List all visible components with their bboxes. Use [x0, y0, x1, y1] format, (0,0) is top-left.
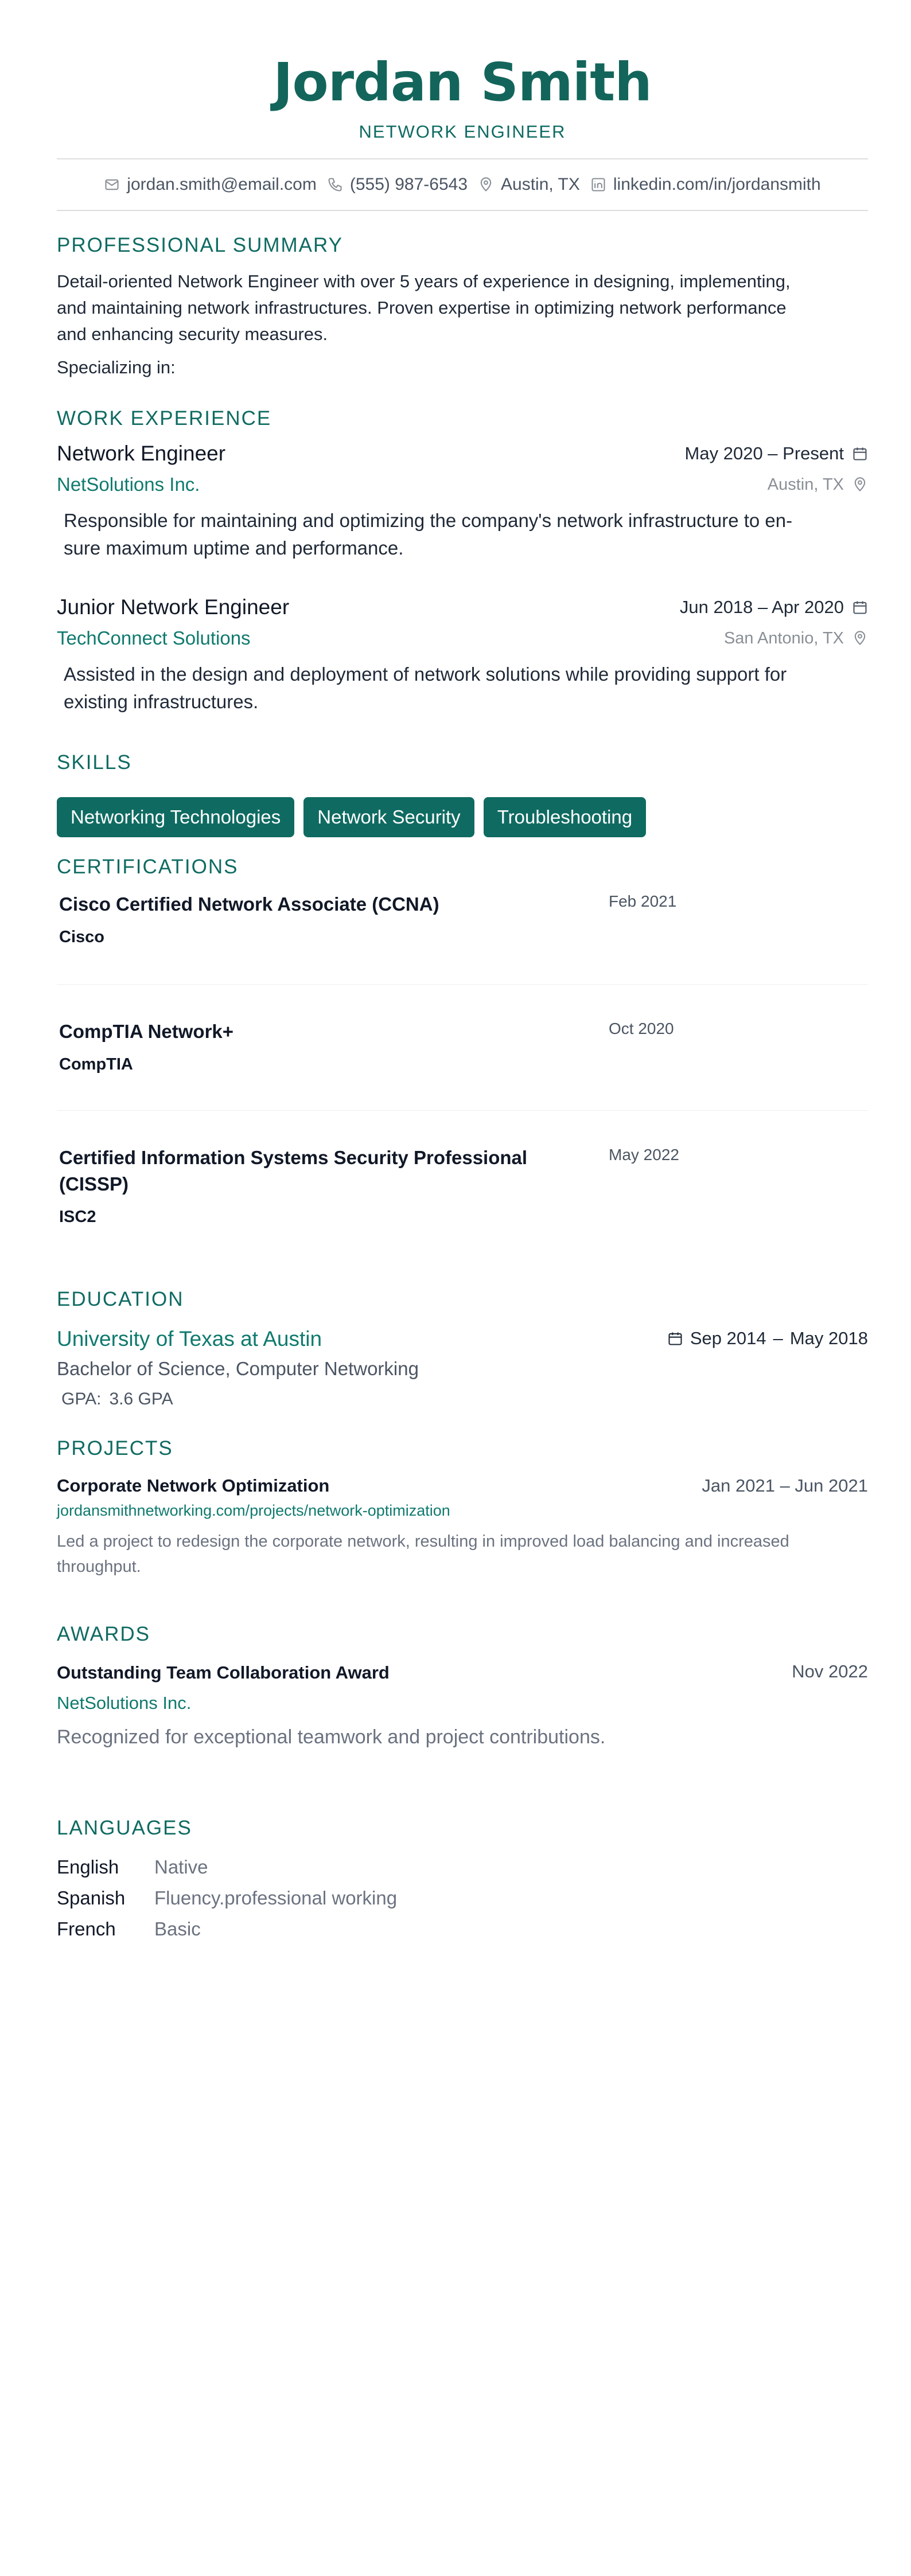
header-top-divider — [57, 158, 868, 159]
language-name: English — [57, 1856, 119, 1878]
job-description-line: sure maximum uptime and performance. — [64, 537, 404, 559]
job-description-line: Responsible for maintaining and optimizing the company's network infrastructure to en- — [64, 510, 793, 531]
project-dates: Jan 2021 – Jun 2021 — [702, 1476, 868, 1496]
education-gpa-value: 3.6 GPA — [109, 1390, 173, 1408]
language-name: Spanish — [57, 1887, 126, 1908]
job-description — [64, 507, 867, 562]
certification-date: Feb 2021 — [609, 892, 677, 910]
certification-issuer: CompTIA — [59, 1055, 133, 1074]
skills-list — [57, 797, 646, 837]
contact-phone-text: (555) 987-6543 — [349, 175, 468, 194]
contact-linkedin-text: linkedin.com/in/jordansmith — [613, 175, 821, 194]
job-location-text: San Antonio, TX — [723, 629, 844, 647]
contact-phone[interactable] — [327, 175, 468, 194]
certification-issuer: Cisco — [59, 928, 104, 946]
job-role: Network Engineer — [57, 442, 226, 465]
language-name: French — [57, 1918, 116, 1939]
project-link[interactable]: jordansmithnetworking.com/projects/network-optimization — [57, 1502, 450, 1519]
project-description — [57, 1529, 868, 1579]
job-description-line: existing infrastructures. — [64, 691, 259, 712]
header-bottom-divider — [57, 210, 868, 211]
calendar-icon — [667, 1330, 683, 1346]
job-dates — [680, 594, 868, 620]
job-dates-text: Jun 2018 – Apr 2020 — [679, 597, 844, 617]
job-location — [768, 473, 868, 497]
map-pin-icon — [852, 477, 868, 493]
certification-name: Cisco Certified Network Associate (CCNA) — [59, 893, 439, 915]
certification-date: May 2022 — [609, 1146, 679, 1164]
contact-location-text: Austin, TX — [501, 175, 580, 194]
language-row — [57, 1917, 201, 1942]
education-start: Sep 2014 — [690, 1328, 766, 1348]
map-pin-icon — [852, 630, 868, 646]
education-gpa-label: GPA: — [61, 1390, 102, 1408]
summary-text — [57, 268, 868, 348]
project-description-line: throughput. — [57, 1558, 141, 1576]
education-school: University of Texas at Austin — [57, 1327, 322, 1351]
summary-heading: PROFESSIONAL SUMMARY — [57, 234, 343, 256]
job-role: Junior Network Engineer — [57, 595, 290, 619]
certification-item — [59, 891, 610, 949]
language-level: Basic — [154, 1918, 201, 1939]
certification-item — [59, 1145, 610, 1228]
language-row — [57, 1855, 208, 1880]
skill-chip: Troubleshooting — [484, 797, 646, 837]
contact-bar — [57, 175, 868, 194]
calendar-icon — [852, 599, 868, 615]
contact-email-text: jordan.smith@email.com — [127, 175, 317, 194]
language-row — [57, 1886, 397, 1911]
certification-name: CompTIA Network+ — [59, 1021, 234, 1042]
project-description-line: Led a project to redesign the corporate network, resulting in improved load balancing and increased — [57, 1532, 789, 1551]
certification-divider — [57, 1110, 868, 1111]
job-company: TechConnect Solutions — [57, 627, 251, 649]
skills-heading: SKILLS — [57, 751, 132, 774]
award-issuer: NetSolutions Inc. — [57, 1693, 192, 1713]
award-description: Recognized for exceptional teamwork and project contributions. — [57, 1726, 606, 1748]
job-location-text: Austin, TX — [767, 475, 844, 494]
certification-name-line: Certified Information Systems Security Professional — [59, 1147, 528, 1168]
skill-chip: Network Security — [303, 797, 474, 837]
certification-item — [59, 1018, 610, 1076]
summary-line: Detail-oriented Network Engineer with over 5 years of experience in designing, implementing, — [57, 271, 791, 291]
certification-date: Oct 2020 — [609, 1020, 674, 1037]
job-dates — [685, 440, 868, 467]
language-level: Fluency.professional working — [154, 1887, 398, 1908]
job-location — [724, 626, 868, 650]
job-description-line: Assisted in the design and deployment of network solutions while providing support for — [64, 663, 787, 685]
job-dates-text: May 2020 – Present — [684, 443, 844, 463]
specializing-label: Specializing in: — [57, 357, 176, 377]
calendar-icon — [852, 446, 868, 462]
language-level: Native — [154, 1856, 208, 1878]
education-heading: EDUCATION — [57, 1288, 184, 1310]
summary-line: and maintaining network infrastructures. Proven expertise in optimizing network performance — [57, 298, 787, 318]
award-name: Outstanding Team Collaboration Award — [57, 1662, 390, 1683]
education-degree: Bachelor of Science, Computer Networking — [57, 1358, 419, 1379]
contact-location — [478, 175, 580, 194]
phone-icon — [327, 177, 343, 193]
experience-heading: WORK EXPERIENCE — [57, 407, 272, 430]
award-date: Nov 2022 — [792, 1661, 868, 1681]
summary-line: and enhancing security measures. — [57, 324, 328, 344]
contact-email[interactable] — [104, 175, 317, 194]
map-pin-icon — [478, 177, 494, 193]
certification-name-line: (CISSP) — [59, 1173, 129, 1195]
education-dates — [667, 1326, 868, 1351]
linkedin-icon — [590, 177, 606, 193]
contact-linkedin[interactable] — [590, 175, 821, 194]
job-company: NetSolutions Inc. — [57, 474, 200, 495]
certification-divider — [57, 984, 868, 985]
job-description — [64, 661, 867, 716]
languages-heading: LANGUAGES — [57, 1817, 192, 1839]
skill-chip: Networking Technologies — [57, 797, 294, 837]
awards-heading: AWARDS — [57, 1623, 151, 1645]
education-end: May 2018 — [789, 1328, 868, 1348]
project-name: Corporate Network Optimization — [57, 1476, 330, 1496]
candidate-title: NETWORK ENGINEER — [359, 122, 566, 142]
candidate-name: Jordan Smith — [273, 52, 652, 113]
certification-issuer: ISC2 — [59, 1208, 96, 1226]
education-date-separator: – — [773, 1328, 783, 1348]
education-gpa — [61, 1388, 173, 1411]
envelope-icon — [104, 177, 120, 193]
projects-heading: PROJECTS — [57, 1437, 173, 1459]
certifications-heading: CERTIFICATIONS — [57, 856, 239, 878]
